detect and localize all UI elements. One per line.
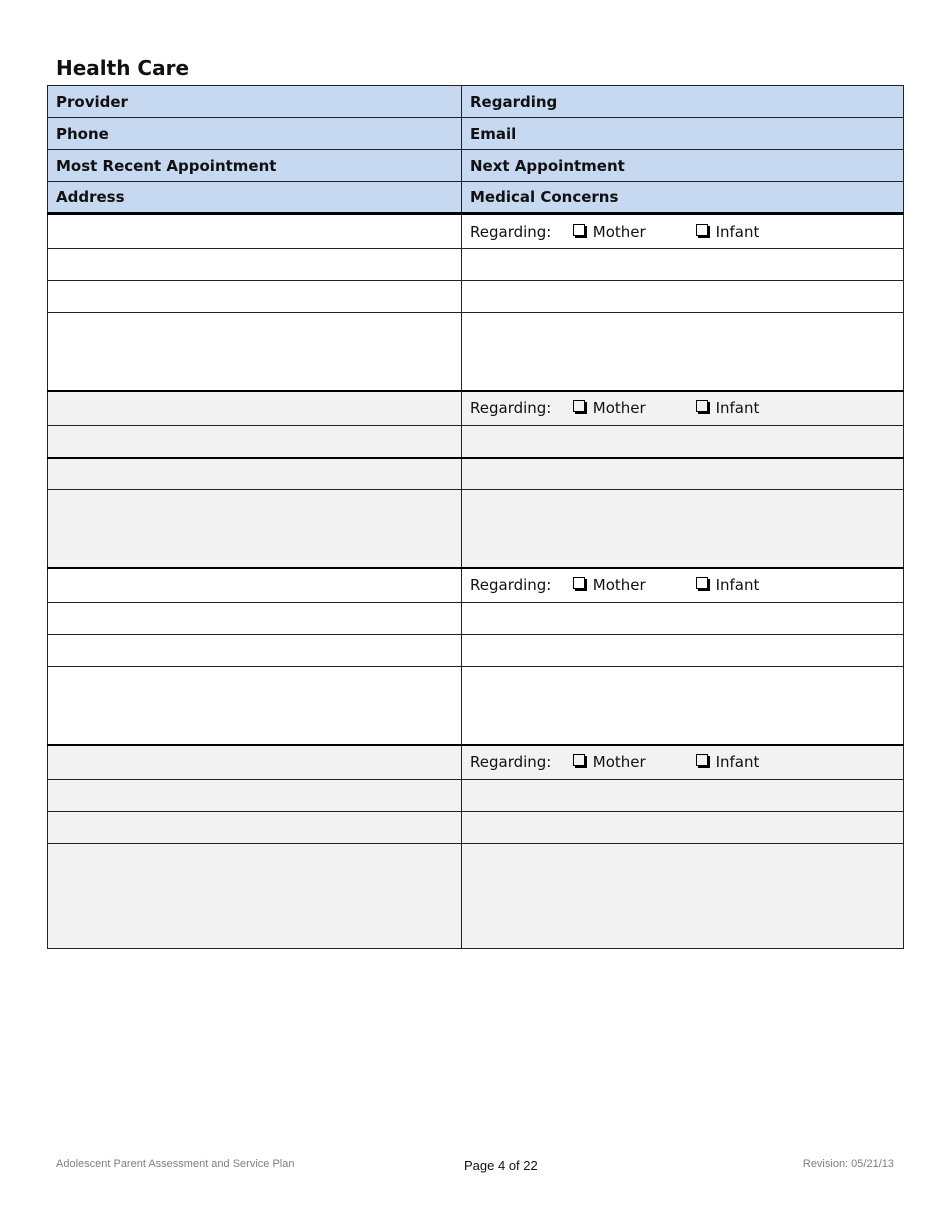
header-provider: Provider (48, 86, 462, 118)
phone-field[interactable] (48, 249, 462, 281)
entry-1-row-2 (48, 249, 904, 281)
mother-checkbox[interactable] (573, 754, 585, 766)
entry-1-row-3 (48, 281, 904, 313)
header-row (48, 150, 904, 182)
provider-field[interactable] (48, 214, 462, 249)
entry-4-row-3 (48, 812, 904, 844)
most-recent-appointment-field[interactable] (48, 281, 462, 313)
infant-checkbox[interactable] (696, 224, 708, 236)
regarding-label: Regarding: (470, 753, 552, 772)
regarding-field (462, 214, 904, 249)
mother-checkbox[interactable] (573, 577, 585, 589)
mother-label: Mother (592, 576, 646, 595)
most-recent-appointment-field[interactable] (48, 812, 462, 844)
provider-field[interactable] (48, 391, 462, 426)
page-title: Health Care (56, 56, 190, 80)
footer-document-title: Adolescent Parent Assessment and Service Plan (56, 1158, 295, 1170)
phone-field[interactable] (48, 426, 462, 458)
address-field[interactable] (48, 667, 462, 745)
mother-label: Mother (592, 753, 646, 772)
most-recent-appointment-field[interactable] (48, 458, 462, 490)
header-medical-concerns: Medical Concerns (462, 182, 904, 214)
entry-4-row-2 (48, 780, 904, 812)
medical-concerns-field[interactable] (462, 313, 904, 391)
address-field[interactable] (48, 490, 462, 568)
regarding-field (462, 568, 904, 603)
header-next-appointment: Next Appointment (462, 150, 904, 182)
email-field[interactable] (462, 249, 904, 281)
entry-3-row-1 (48, 568, 904, 603)
footer-page-number: Page 4 of 22 (464, 1158, 538, 1173)
medical-concerns-field[interactable] (462, 667, 904, 745)
header-regarding: Regarding (462, 86, 904, 118)
mother-checkbox[interactable] (573, 224, 585, 236)
header-email: Email (462, 118, 904, 150)
email-field[interactable] (462, 780, 904, 812)
entry-2-row-3 (48, 458, 904, 490)
infant-checkbox[interactable] (696, 400, 708, 412)
header-row (48, 118, 904, 150)
email-field[interactable] (462, 426, 904, 458)
address-field[interactable] (48, 844, 462, 949)
footer-revision: Revision: 05/21/13 (802, 1158, 894, 1170)
regarding-label: Regarding: (470, 222, 552, 241)
phone-field[interactable] (48, 780, 462, 812)
next-appointment-field[interactable] (462, 458, 904, 490)
entry-3-row-2 (48, 603, 904, 635)
medical-concerns-field[interactable] (462, 490, 904, 568)
next-appointment-field[interactable] (462, 281, 904, 313)
medical-concerns-field[interactable] (462, 844, 904, 949)
entry-2-row-1 (48, 391, 904, 426)
infant-label: Infant (715, 753, 760, 772)
entry-1-row-4 (48, 313, 904, 391)
email-field[interactable] (462, 603, 904, 635)
infant-checkbox[interactable] (696, 754, 708, 766)
entry-4-row-4 (48, 844, 904, 949)
regarding-field (462, 391, 904, 426)
infant-checkbox[interactable] (696, 577, 708, 589)
next-appointment-field[interactable] (462, 635, 904, 667)
mother-checkbox[interactable] (573, 400, 585, 412)
entry-2-row-2 (48, 426, 904, 458)
entry-3-row-3 (48, 635, 904, 667)
header-most-recent-appointment: Most Recent Appointment (48, 150, 462, 182)
regarding-field (462, 745, 904, 780)
next-appointment-field[interactable] (462, 812, 904, 844)
header-row (48, 182, 904, 214)
infant-label: Infant (715, 576, 760, 595)
infant-label: Infant (715, 222, 760, 241)
regarding-label: Regarding: (470, 399, 552, 418)
mother-label: Mother (592, 222, 646, 241)
entry-3-row-4 (48, 667, 904, 745)
header-phone: Phone (48, 118, 462, 150)
entry-1-row-1 (48, 214, 904, 249)
entry-2-row-4 (48, 490, 904, 568)
header-address: Address (48, 182, 462, 214)
provider-field[interactable] (48, 745, 462, 780)
entry-4-row-1 (48, 745, 904, 780)
most-recent-appointment-field[interactable] (48, 635, 462, 667)
address-field[interactable] (48, 313, 462, 391)
infant-label: Infant (715, 399, 760, 418)
mother-label: Mother (592, 399, 646, 418)
regarding-label: Regarding: (470, 576, 552, 595)
provider-field[interactable] (48, 568, 462, 603)
health-care-table (47, 85, 904, 949)
header-row (48, 86, 904, 118)
phone-field[interactable] (48, 603, 462, 635)
